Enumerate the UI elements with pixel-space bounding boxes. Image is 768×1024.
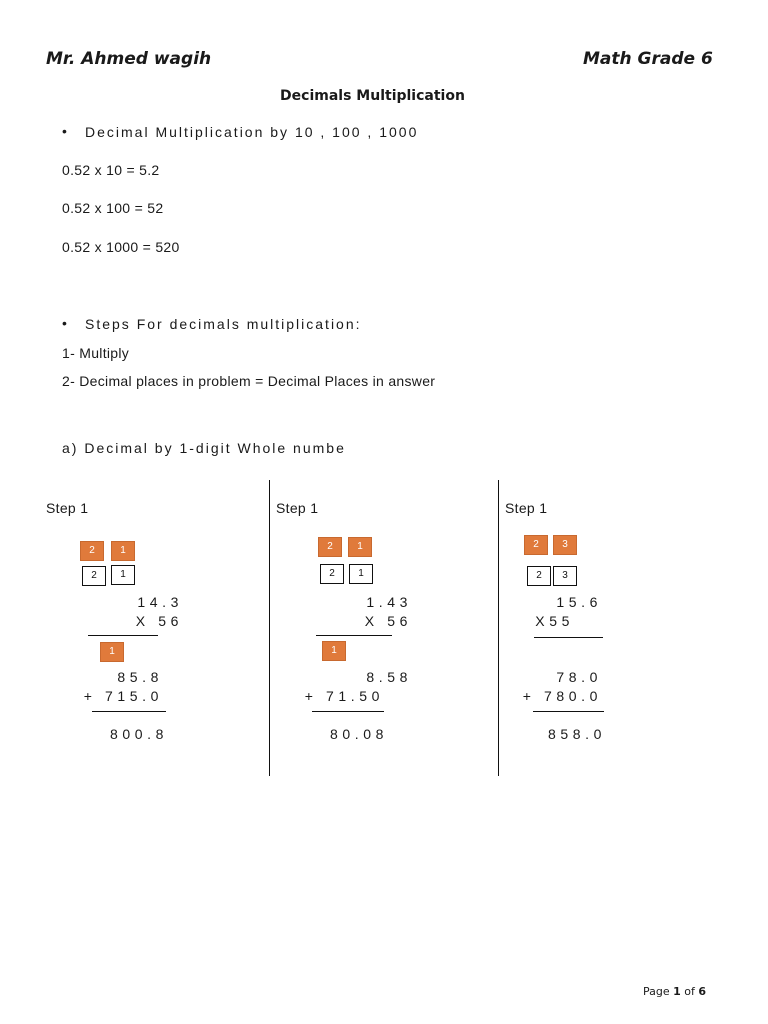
partial-product: + 780.0 — [522, 688, 602, 704]
rule-line — [88, 635, 158, 636]
multiplicand: 15.6 — [556, 594, 602, 610]
column-divider — [269, 480, 270, 776]
carry-digit: 2 — [318, 537, 342, 557]
product-result: 80.08 — [329, 726, 388, 742]
page-number — [643, 985, 706, 998]
rule-line — [534, 637, 603, 638]
step-line: 1- Multiply — [62, 345, 130, 361]
page-prefix: Page — [643, 985, 674, 998]
current-page: 1 — [673, 985, 681, 998]
carry-digit: 1 — [100, 642, 124, 662]
carry-digit: 1 — [111, 541, 135, 561]
carry-box: 2 — [82, 566, 106, 586]
teacher-name: Mr. Ahmed wagih — [46, 49, 212, 69]
partial-product: 8.58 — [366, 669, 412, 685]
step-line: 2- Decimal places in problem = Decimal Places in answer — [62, 373, 436, 389]
example-line: 0.52 x 100 = 52 — [62, 200, 164, 216]
rule-line — [533, 711, 604, 712]
step-label: Step 1 — [276, 500, 319, 516]
product-result: 858.0 — [547, 726, 606, 742]
multiplicand: 1.43 — [366, 594, 412, 610]
partial-product: + 715.0 — [83, 688, 163, 704]
carry-box: 3 — [553, 566, 577, 586]
partial-product: + 71.50 — [304, 688, 384, 704]
total-pages: 6 — [698, 985, 707, 998]
carry-box: 2 — [527, 566, 551, 586]
product-result: 800.8 — [109, 726, 168, 742]
partial-product: 85.8 — [117, 669, 163, 685]
carry-digit: 1 — [322, 641, 346, 661]
carry-digit: 2 — [524, 535, 548, 555]
subject-grade: Math Grade 6 — [583, 49, 713, 69]
rule-line — [312, 711, 384, 712]
step-label: Step 1 — [46, 500, 89, 516]
multiplier: X 56 — [135, 613, 183, 629]
example-line: 0.52 x 10 = 5.2 — [62, 162, 160, 178]
section2-heading: Steps For decimals multiplication: — [85, 316, 362, 332]
partial-product: 78.0 — [556, 669, 602, 685]
rule-line — [92, 711, 166, 712]
carry-digit: 2 — [80, 541, 104, 561]
rule-line — [316, 635, 392, 636]
page-separator: of — [680, 985, 699, 998]
carry-box: 1 — [111, 565, 135, 585]
column-divider — [498, 480, 499, 776]
carry-box: 2 — [320, 564, 344, 584]
page-title: Decimals Multiplication — [280, 88, 465, 104]
multiplicand: 14.3 — [137, 594, 183, 610]
step-label: Step 1 — [505, 500, 548, 516]
section3-heading: a) Decimal by 1-digit Whole numbe — [62, 440, 346, 456]
carry-box: 1 — [349, 564, 373, 584]
example-line: 0.52 x 1000 = 520 — [62, 239, 180, 255]
carry-digit: 1 — [348, 537, 372, 557]
section1-heading: Decimal Multiplication by 10 , 100 , 1000 — [85, 124, 419, 140]
bullet-dot: • — [62, 123, 67, 139]
carry-digit: 3 — [553, 535, 577, 555]
multiplier: X55 — [535, 613, 574, 629]
multiplier: X 56 — [364, 613, 412, 629]
bullet-dot: • — [62, 315, 67, 331]
